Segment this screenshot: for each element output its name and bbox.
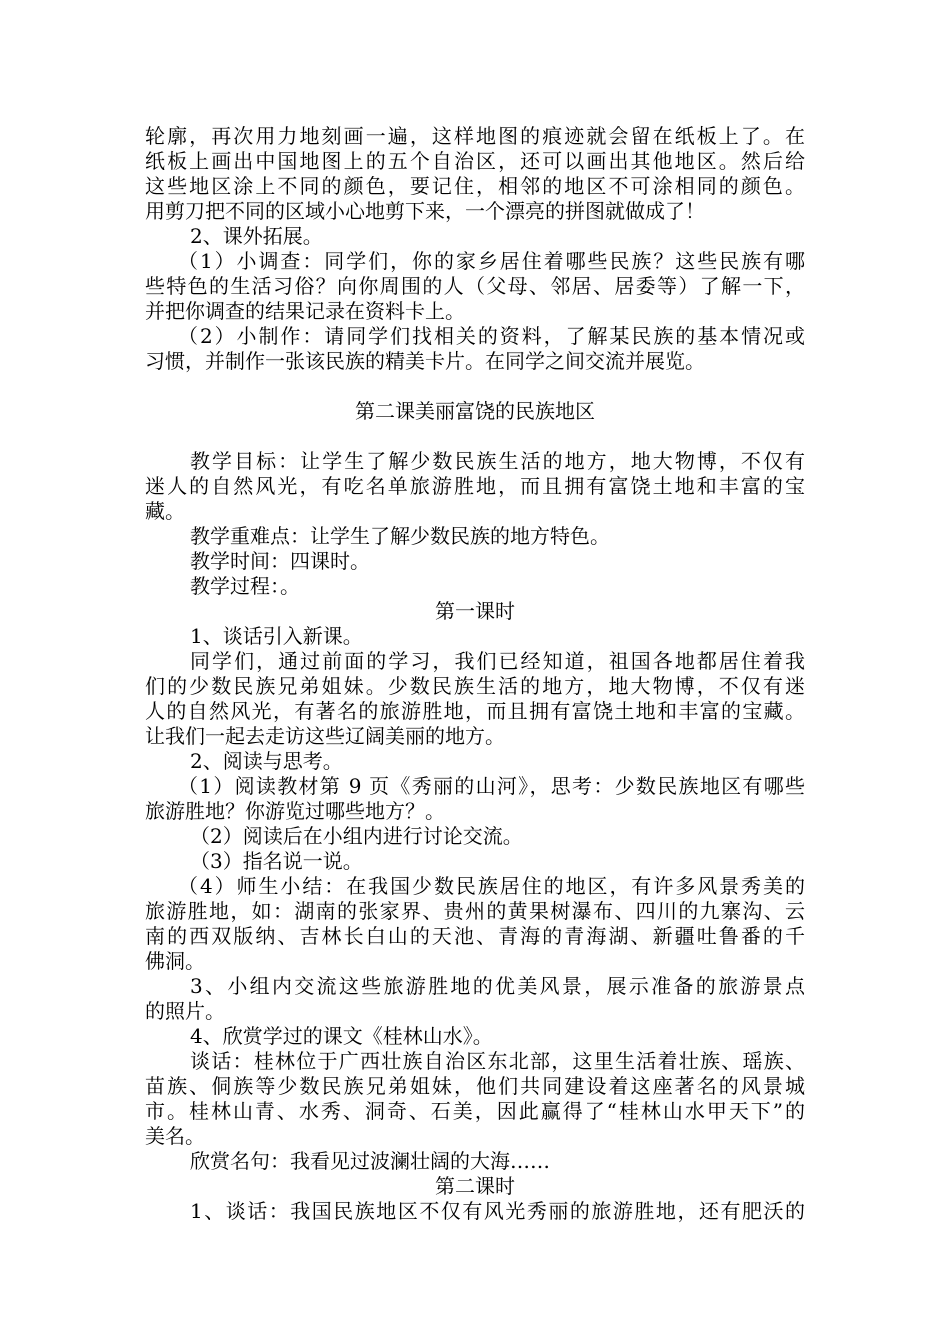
lesson-title: 第二课美丽富饶的民族地区 (355, 399, 595, 423)
paragraph-line: 美名。 (145, 1124, 205, 1148)
paragraph-line: （1）小调查：同学们，你的家乡居住着哪些民族？这些民族有哪 (178, 249, 805, 273)
paragraph-line: 轮廓，再次用力地刻画一遍，这样地图的痕迹就会留在纸板上了。在 (145, 124, 805, 148)
paragraph-line: （2）阅读后在小组内进行讨论交流。 (190, 824, 523, 848)
section-heading: 1、谈话引入新课。 (190, 624, 363, 648)
paragraph-line: （4）师生小结：在我国少数民族居住的地区，有许多风景秀美的 (178, 874, 805, 898)
paragraph-line: 苗族、侗族等少数民族兄弟姐妹，他们共同建设着这座著名的风景城 (145, 1074, 805, 1098)
paragraph-line: （1）阅读教材第 9 页《秀丽的山河》，思考：少数民族地区有哪些 (178, 774, 805, 798)
section-heading: 2、阅读与思考。 (190, 749, 343, 773)
paragraph-line: 的照片。 (145, 999, 225, 1023)
section-heading: 3、小组内交流这些旅游胜地的优美风景，展示准备的旅游景点 (190, 974, 805, 998)
paragraph-line: 纸板上画出中国地图上的五个自治区，还可以画出其他地区。然后给 (145, 149, 805, 173)
section-heading: 4、欣赏学过的课文《桂林山水》。 (190, 1024, 493, 1048)
paragraph-line: 藏。 (145, 499, 185, 523)
paragraph-line: 教学过程：。 (190, 574, 300, 598)
paragraph-line: 习惯，并制作一张该民族的精美卡片。在同学之间交流并展览。 (145, 349, 705, 373)
paragraph-line: 用剪刀把不同的区域小心地剪下来，一个漂亮的拼图就做成了！ (145, 199, 705, 223)
section-heading: 2、课外拓展。 (190, 224, 323, 248)
paragraph-line: 迷人的自然风光，有吃名单旅游胜地，而且拥有富饶土地和丰富的宝 (145, 474, 805, 498)
period-title: 第一课时 (435, 599, 515, 623)
paragraph-line: 1、谈话：我国民族地区不仅有风光秀丽的旅游胜地，还有肥沃的 (190, 1199, 805, 1223)
paragraph-line: 教学目标：让学生了解少数民族生活的地方，地大物博，不仅有 (190, 449, 805, 473)
paragraph-line: 同学们，通过前面的学习，我们已经知道，祖国各地都居住着我 (190, 649, 805, 673)
paragraph-line: 谈话：桂林位于广西壮族自治区东北部，这里生活着壮族、瑶族、 (190, 1049, 805, 1073)
paragraph-line: 让我们一起去走访这些辽阔美丽的地方。 (145, 724, 505, 748)
paragraph-line: 这些地区涂上不同的颜色，要记住，相邻的地区不可涂相同的颜色。 (145, 174, 805, 198)
paragraph-line: 们的少数民族兄弟姐妹。少数民族生活的地方，地大物博，不仅有迷 (145, 674, 805, 698)
paragraph-line: 市。桂林山青、水秀、洞奇、石美，因此赢得了“桂林山水甲天下”的 (145, 1099, 805, 1123)
paragraph-line: 教学时间：四课时。 (190, 549, 370, 573)
paragraph-line: 人的自然风光，有著名的旅游胜地，而且拥有富饶土地和丰富的宝藏。 (145, 699, 805, 723)
paragraph-line: 欣赏名句：我看见过波澜壮阔的大海…… (190, 1149, 550, 1173)
paragraph-line: 旅游胜地？你游览过哪些地方？。 (145, 799, 445, 823)
paragraph-line: 南的西双版纳、吉林长白山的天池、青海的青海湖、新疆吐鲁番的千 (145, 924, 805, 948)
paragraph-line: （2）小制作：请同学们找相关的资料，了解某民族的基本情况或 (178, 324, 805, 348)
paragraph-line: 些特色的生活习俗？向你周围的人（父母、邻居、居委等）了解一下， (145, 274, 805, 298)
paragraph-line: 并把你调查的结果记录在资料卡上。 (145, 299, 465, 323)
paragraph-line: 教学重难点：让学生了解少数民族的地方特色。 (190, 524, 610, 548)
period-title: 第二课时 (435, 1174, 515, 1198)
paragraph-line: （3）指名说一说。 (190, 849, 363, 873)
paragraph-line: 旅游胜地，如：湖南的张家界、贵州的黄果树瀑布、四川的九寨沟、云 (145, 899, 805, 923)
paragraph-line: 佛洞。 (145, 949, 205, 973)
